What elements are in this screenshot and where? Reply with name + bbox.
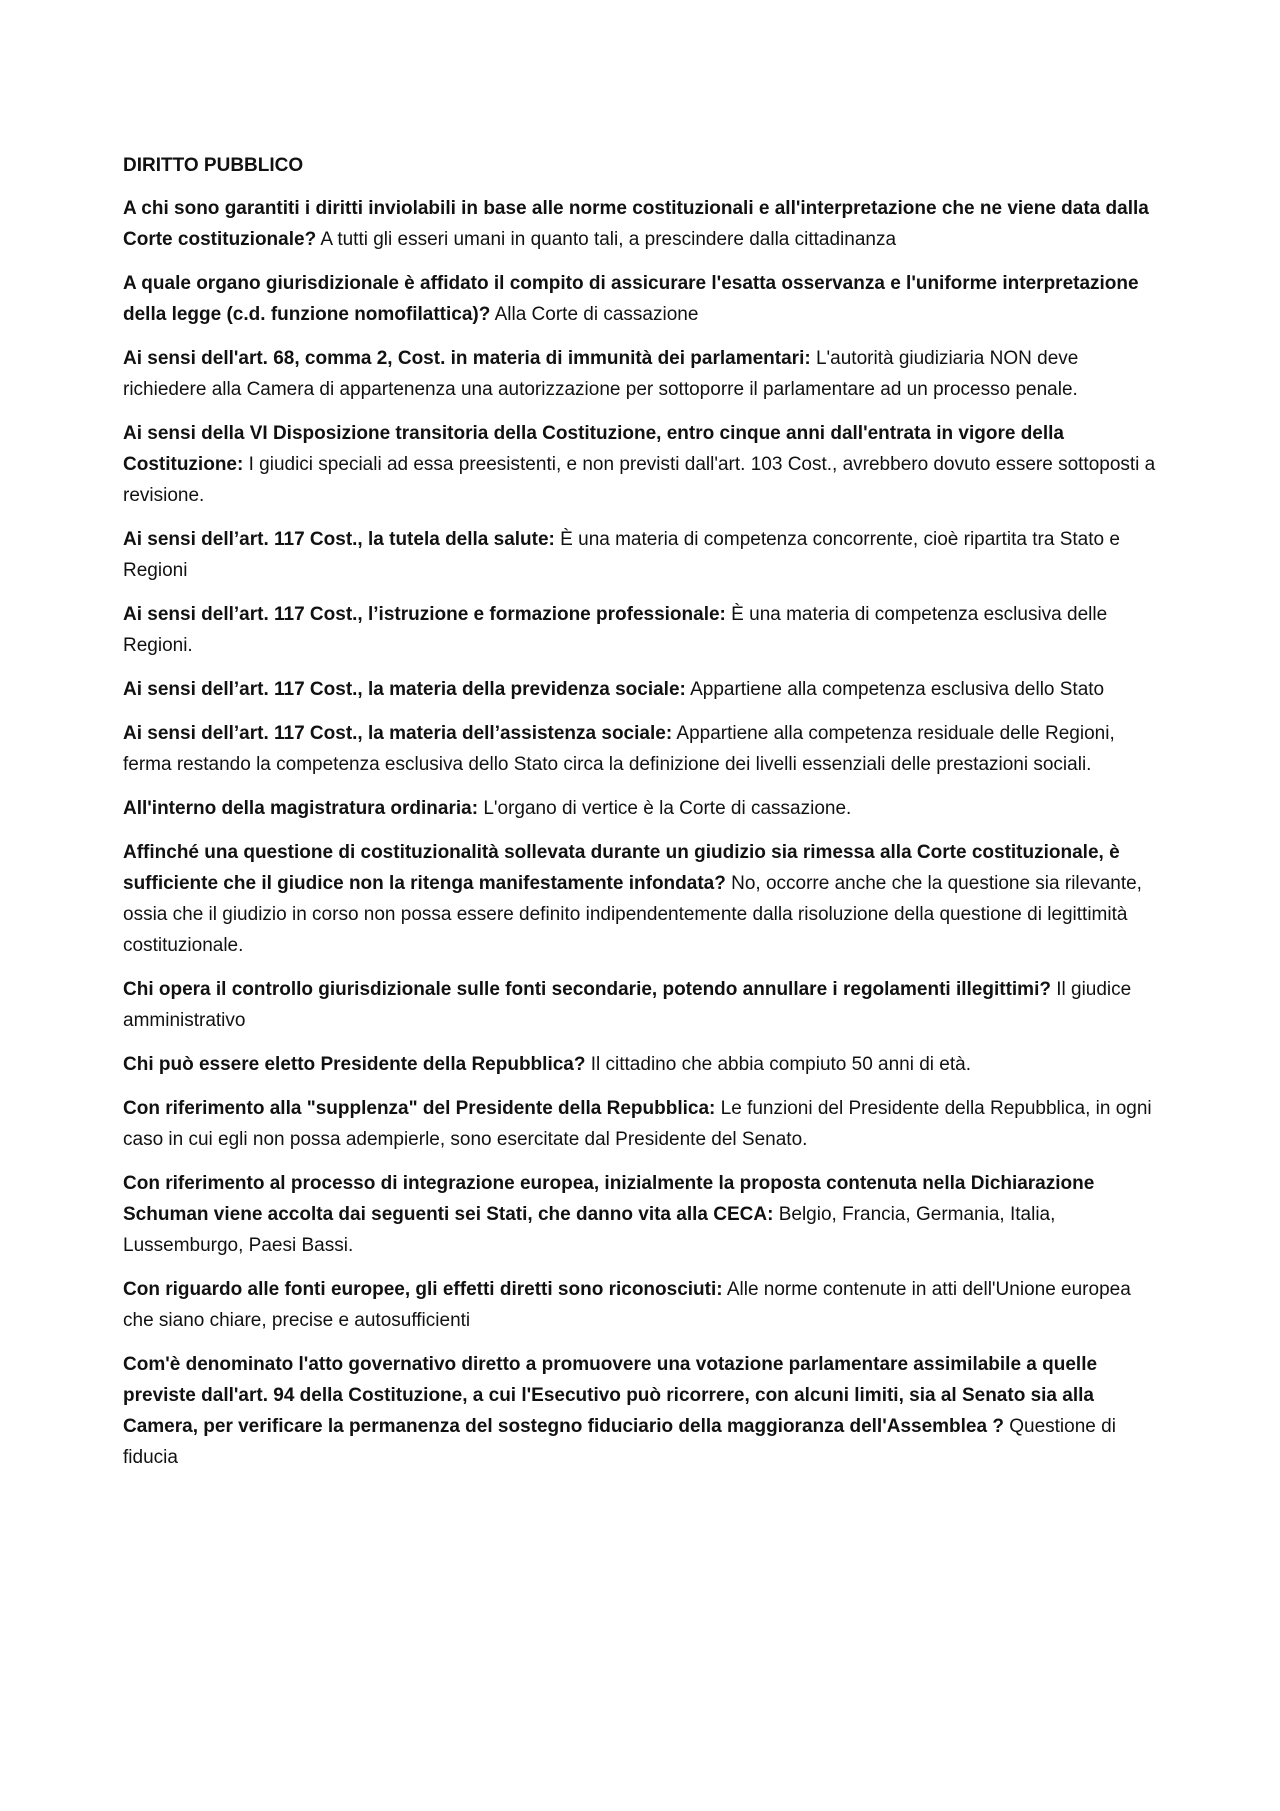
answer-text: A tutti gli esseri umani in quanto tali, a prescindere dalla cittadinanza (320, 229, 897, 250)
qa-item (123, 343, 1163, 405)
answer-text: Alle norme contenute in atti dell'Unione europea che siano chiare, precise e autosufficienti (123, 1279, 1131, 1331)
question-text: A chi sono garantiti i diritti inviolabili in base alle norme costituzionali e all'interpretazione che ne viene data dalla Corte costituzionale? (123, 198, 1149, 250)
answer-text: L'organo di vertice è la Corte di cassazione. (483, 798, 852, 819)
qa-item (123, 599, 1163, 661)
answer-text: Belgio, Francia, Germania, Italia, Lussemburgo, Paesi Bassi. (123, 1204, 1056, 1256)
answer-text: Il cittadino che abbia compiuto 50 anni di età. (590, 1054, 972, 1075)
qa-item (123, 1274, 1163, 1336)
qa-item (123, 1093, 1163, 1155)
question-text: Chi opera il controllo giurisdizionale sulle fonti secondarie, potendo annullare i regolamenti illegittimi? (123, 979, 1051, 1000)
answer-text: I giudici speciali ad essa preesistenti, e non previsti dall'art. 103 Cost., avrebbero dovuto essere sottoposti a revisione. (123, 454, 1156, 506)
document-page (123, 150, 1163, 1486)
question-text: Ai sensi dell’art. 117 Cost., la materia dell’assistenza sociale: (123, 723, 673, 744)
question-text: A quale organo giurisdizionale è affidato il compito di assicurare l'esatta osservanza e l'uniforme interpretazione della legge (c.d. funzione nomofilattica)? (123, 273, 1139, 325)
qa-item (123, 793, 1163, 824)
document-title: DIRITTO PUBBLICO (123, 155, 304, 176)
answer-text: Le funzioni del Presidente della Repubblica, in ogni caso in cui egli non possa adempierle, sono esercitate dal Presidente del Senato. (123, 1098, 1152, 1150)
answer-text: Il giudice amministrativo (123, 979, 1132, 1031)
qa-item (123, 193, 1163, 255)
question-text: All'interno della magistratura ordinaria: (123, 798, 479, 819)
qa-item (123, 268, 1163, 330)
question-text: Con riguardo alle fonti europee, gli effetti diretti sono riconosciuti: (123, 1279, 723, 1300)
qa-item (123, 974, 1163, 1036)
qa-item (123, 418, 1163, 511)
question-text: Con riferimento al processo di integrazione europea, inizialmente la proposta contenuta nella Dichiarazione Schuman viene accolta dai seguenti sei Stati, che danno vita alla CECA: (123, 1173, 1095, 1225)
qa-item (123, 1049, 1163, 1080)
answer-text: È una materia di competenza esclusiva delle Regioni. (123, 604, 1108, 656)
answer-text: Questione di fiducia (123, 1416, 1116, 1468)
answer-text: Appartiene alla competenza residuale delle Regioni, ferma restando la competenza esclusiva dello Stato circa la definizione dei livelli essenziali delle prestazioni sociali. (123, 723, 1115, 775)
question-text: Affinché una questione di costituzionalità sollevata durante un giudizio sia rimessa alla Corte costituzionale, è sufficiente che il giudice non la ritenga manifestamente infondata? (123, 842, 1120, 894)
question-text: Chi può essere eletto Presidente della Repubblica? (123, 1054, 586, 1075)
question-text: Con riferimento alla "supplenza" del Presidente della Repubblica: (123, 1098, 716, 1119)
answer-text: Appartiene alla competenza esclusiva dello Stato (690, 679, 1105, 700)
qa-item (123, 837, 1163, 961)
question-text: Ai sensi dell’art. 117 Cost., la materia della previdenza sociale: (123, 679, 686, 700)
qa-item (123, 1349, 1163, 1473)
question-text: Ai sensi dell'art. 68, comma 2, Cost. in materia di immunità dei parlamentari: (123, 348, 811, 369)
qa-item (123, 718, 1163, 780)
qa-item (123, 1168, 1163, 1261)
answer-text: L'autorità giudiziaria NON deve richiedere alla Camera di appartenenza una autorizzazione per sottoporre il parlamentare ad un processo penale. (123, 348, 1079, 400)
answer-text: Alla Corte di cassazione (494, 304, 699, 325)
qa-item (123, 524, 1163, 586)
question-text: Com'è denominato l'atto governativo diretto a promuovere una votazione parlamentare assimilabile a quelle previste dall'art. 94 della Costituzione, a cui l'Esecutivo può ricorrere, con alcuni limiti, sia al Senato sia alla Camera, per verificare la permanenza del sostegno fiduciario della maggioranza dell'Assemblea ? (123, 1354, 1098, 1437)
qa-item (123, 674, 1163, 705)
question-text: Ai sensi della VI Disposizione transitoria della Costituzione, entro cinque anni dall'entrata in vigore della Costituzione: (123, 423, 1064, 475)
answer-text: È una materia di competenza concorrente, cioè ripartita tra Stato e Regioni (123, 529, 1120, 581)
question-text: Ai sensi dell’art. 117 Cost., la tutela della salute: (123, 529, 555, 550)
question-text: Ai sensi dell’art. 117 Cost., l’istruzione e formazione professionale: (123, 604, 726, 625)
answer-text: No, occorre anche che la questione sia rilevante, ossia che il giudizio in corso non possa essere definito indipendentemente dalla risoluzione della questione di legittimità costituzionale. (123, 873, 1142, 956)
